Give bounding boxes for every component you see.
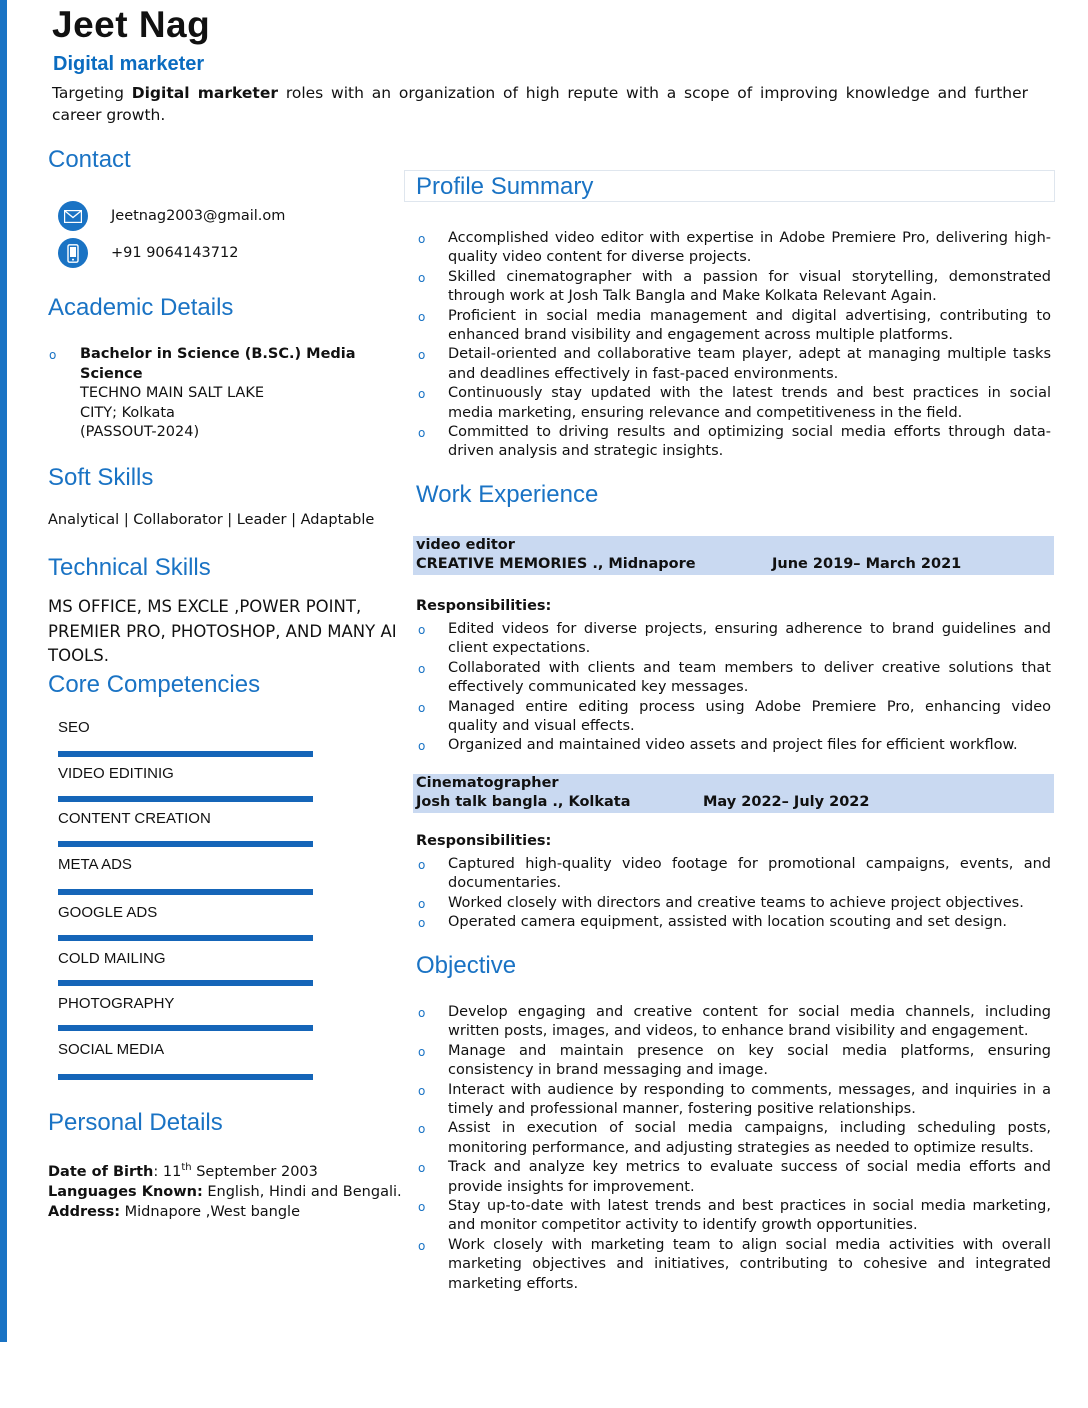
competency-label: CONTENT CREATION bbox=[58, 810, 211, 827]
objective-prefix: Targeting bbox=[52, 84, 132, 102]
technical-skills-heading: Technical Skills bbox=[48, 554, 211, 581]
job-responsibilities-list bbox=[416, 855, 1051, 933]
job-company: Josh talk bangla ., Kolkata bbox=[416, 794, 631, 811]
objective-heading: Objective bbox=[416, 952, 517, 979]
list-item: o Assist in execution of social media campaigns, including scheduling posts, monitoring performance, and adjusting strategies as needed to optimize results. bbox=[416, 1119, 1051, 1158]
list-item: o Edited videos for diverse projects, ensuring adherence to brand guidelines and client expectations. bbox=[416, 620, 1051, 659]
competency-bar bbox=[58, 935, 313, 941]
objective-suffix: roles with an organization of high repute with a scope of improving knowledge and further career growth. bbox=[52, 84, 1028, 124]
dob-label: Date of Birth bbox=[48, 1163, 154, 1180]
competency-bar bbox=[58, 889, 313, 895]
competency-bar bbox=[58, 980, 313, 986]
competency-item bbox=[58, 995, 314, 1012]
email-link[interactable]: Jeetnag2003@gmail.om bbox=[111, 208, 286, 224]
competency-label: PHOTOGRAPHY bbox=[58, 995, 175, 1012]
dob-suffix: th bbox=[181, 1162, 192, 1173]
job-title: Cinematographer bbox=[416, 775, 559, 791]
responsibilities-label: Responsibilities: bbox=[416, 598, 552, 614]
profile-summary-list bbox=[416, 229, 1051, 462]
candidate-role: Digital marketer bbox=[53, 53, 205, 75]
career-objective bbox=[52, 82, 1028, 126]
list-item: o Continuously stay updated with the latest trends and best practices in social media marketing, ensuring relevance and competitiveness in the field. bbox=[416, 384, 1051, 423]
envelope-icon bbox=[58, 201, 88, 231]
list-item: o Collaborated with clients and team members to deliver creative solutions that effectively communicated key messages. bbox=[416, 659, 1051, 698]
technical-skills-text: MS OFFICE, MS EXCLE ,POWER POINT, PREMIER PRO, PHOTOSHOP, AND MANY AI TOOLS. bbox=[48, 597, 397, 665]
competency-bar bbox=[58, 1074, 313, 1080]
languages-label: Languages Known: bbox=[48, 1183, 203, 1200]
job-responsibilities-list bbox=[416, 620, 1051, 756]
competency-label: GOOGLE ADS bbox=[58, 904, 158, 921]
list-item: o Work closely with marketing team to align social media activities with overall marketing objectives and initiatives, contributing to cohesive and integrated marketing efforts. bbox=[416, 1236, 1051, 1294]
core-competencies-heading: Core Competencies bbox=[48, 671, 261, 698]
dob-sep: : bbox=[153, 1163, 163, 1180]
competency-label: VIDEO EDITINIG bbox=[58, 765, 174, 782]
job-dates: May 2022– July 2022 bbox=[703, 794, 870, 811]
address-label: Address: bbox=[48, 1203, 121, 1220]
list-item: o Proficient in social media management and digital advertising, contributing to enhanced brand visibility and engagement across multiple platforms. bbox=[416, 307, 1051, 346]
job-company: CREATIVE MEMORIES ., Midnapore bbox=[416, 556, 696, 573]
languages-value: English, Hindi and Bengali. bbox=[202, 1183, 402, 1200]
list-item: o Detail-oriented and collaborative team player, adept at managing multiple tasks and deadlines effectively in fast-paced environments. bbox=[416, 345, 1051, 384]
list-item: o Develop engaging and creative content for social media channels, including written posts, images, and videos, to enhance brand visibility and engagement. bbox=[416, 1003, 1051, 1042]
competency-bar bbox=[58, 841, 313, 847]
phone-number: +91 9064143712 bbox=[111, 245, 239, 261]
list-item: o Accomplished video editor with expertise in Adobe Premiere Pro, delivering high-quality video content for diverse projects. bbox=[416, 229, 1051, 268]
competency-label: COLD MAILING bbox=[58, 950, 166, 967]
competency-bar bbox=[58, 796, 313, 802]
dob-line bbox=[48, 1158, 402, 1182]
list-item: o Committed to driving results and optimizing social media efforts through data-driven analysis and strategic insights. bbox=[416, 423, 1051, 462]
job-dates: June 2019– March 2021 bbox=[772, 556, 962, 573]
competency-label: SOCIAL MEDIA bbox=[58, 1041, 165, 1058]
job-company-row bbox=[416, 793, 1054, 812]
job-title: video editor bbox=[416, 537, 515, 553]
objective-bold: Digital marketer bbox=[131, 84, 279, 102]
competency-item bbox=[58, 765, 314, 782]
personal-details-heading: Personal Details bbox=[48, 1109, 223, 1136]
competency-bar bbox=[58, 751, 313, 757]
list-item: o Track and analyze key metrics to evaluate success of social media efforts and provide insights for improvement. bbox=[416, 1158, 1051, 1197]
academic-details bbox=[48, 345, 358, 443]
soft-skills-heading: Soft Skills bbox=[48, 464, 154, 491]
dob-day: 11 bbox=[162, 1163, 182, 1180]
languages-line bbox=[48, 1182, 402, 1202]
address-value: Midnapore ,West bangle bbox=[120, 1203, 301, 1220]
competency-item bbox=[58, 904, 314, 921]
competency-item bbox=[58, 950, 314, 967]
list-item: o Operated camera equipment, assisted with location scouting and set design. bbox=[416, 913, 1051, 932]
competency-item bbox=[58, 856, 314, 873]
passout-year: (PASSOUT-2024) bbox=[80, 424, 200, 440]
degree-name: o Bachelor in Science (B.SC.) Media Science bbox=[80, 346, 356, 382]
objective-list bbox=[416, 1003, 1051, 1294]
phone-row bbox=[58, 238, 239, 268]
responsibilities-label: Responsibilities: bbox=[416, 833, 552, 849]
left-accent-bar bbox=[0, 0, 7, 1342]
competency-label: META ADS bbox=[58, 856, 132, 873]
list-item: o Worked closely with directors and creative teams to achieve project objectives. bbox=[416, 894, 1051, 913]
list-item: o Managed entire editing process using Adobe Premiere Pro, enhancing video quality and visual effects. bbox=[416, 698, 1051, 737]
email-row bbox=[58, 201, 286, 231]
list-item: o Manage and maintain presence on key social media platforms, ensuring consistency in brand messaging and image. bbox=[416, 1042, 1051, 1081]
institution-line2: CITY; Kolkata bbox=[80, 404, 175, 421]
institution-line1: TECHNO MAIN SALT LAKE bbox=[80, 385, 265, 401]
competency-item bbox=[58, 810, 314, 827]
list-item: o Organized and maintained video assets and project files for efficient workflow. bbox=[416, 736, 1051, 755]
address-line bbox=[48, 1202, 402, 1222]
job-header-band bbox=[413, 536, 1054, 575]
list-item: o Skilled cinematographer with a passion for visual storytelling, demonstrated through work at Josh Talk Bangla and Make Kolkata Relevant Again. bbox=[416, 268, 1051, 307]
dob-rest: September 2003 bbox=[191, 1163, 318, 1180]
competency-label: SEO bbox=[58, 719, 90, 736]
personal-details bbox=[48, 1158, 402, 1222]
academic-item bbox=[48, 345, 358, 443]
list-item: o Captured high-quality video footage for promotional campaigns, events, and documentaries. bbox=[416, 855, 1051, 894]
job-header-band bbox=[413, 774, 1054, 813]
soft-skills-text: Analytical | Collaborator | Leader | Adaptable bbox=[48, 512, 375, 528]
list-item: o Stay up-to-date with latest trends and best practices in social media marketing, and monitor competitor activity to identify growth opportunities. bbox=[416, 1197, 1051, 1236]
mobile-phone-icon bbox=[58, 238, 88, 268]
work-experience-heading: Work Experience bbox=[416, 481, 599, 508]
contact-heading: Contact bbox=[48, 146, 131, 173]
candidate-name: Jeet Nag bbox=[52, 4, 211, 45]
profile-summary-heading: Profile Summary bbox=[416, 173, 594, 200]
competency-item bbox=[58, 719, 314, 736]
academic-heading: Academic Details bbox=[48, 294, 234, 321]
competency-bar bbox=[58, 1025, 313, 1031]
list-item: o Interact with audience by responding to comments, messages, and inquiries in a timely and professional manner, fostering positive relationships. bbox=[416, 1081, 1051, 1120]
competency-item bbox=[58, 1041, 314, 1058]
job-company-row bbox=[416, 555, 1054, 574]
